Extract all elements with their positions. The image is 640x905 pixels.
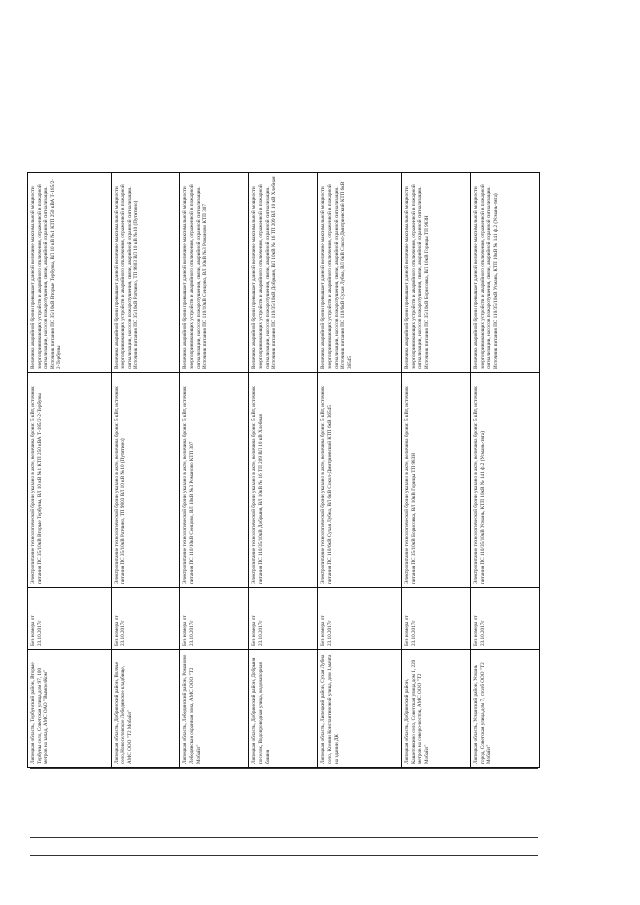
table-row	[318, 173, 402, 768]
cell-note: Величина аварийной брони превышает данной величине максимальной мощности энергопринимающих устройств и аварийного отключения, отраженной в пожарной сигнализации, насосов пожаротушения, связи, аварийной охранной сигнализации. Источник питания ПС 110/35/10кВ Добрыня, ВЛ 10кВ № 16 ТП 209 ВЛ 10 кВ Хлебная	[249, 173, 318, 373]
page-rule-upper	[30, 837, 538, 838]
cell-number: Без номера от 23.10.2017г	[470, 588, 539, 650]
cell-address: Липецкая область, Тербунский район, Вторые Тербуны село, Советская улица,дом 97, 100 метров на запад, АМС ОАО "ВымпелКом"	[28, 650, 112, 768]
cell-note: Величина аварийной брони превышает данной величине максимальной мощности энергопринимающих устройств и аварийного отключения, отраженной в пожарной сигнализации, насосов пожаротушения, связи, аварийной охранной сигнализации. Источник питания ПС 110/35/10кВ Усмань, КТП 10кВ № 141 ф.2 (Усмань-тяга)	[470, 173, 539, 373]
cell-note: Величина аварийной брони превышает данной величине максимальной мощности энергопринимающих устройств и аварийного отключения, отраженной в пожарной сигнализации, насосов пожаротушения, связи, аварийной охранной сигнализации. Источник питания ПС 35/10кВ Ратчино, ТП 9803 ВЛ 10 кВ №10 (Путятино)	[111, 173, 180, 373]
page-rule-lower	[30, 855, 538, 856]
cell-address: Липецкая область, Усманский район, Усмань город, Советская улица,дом 7, столб ООО "Т2 Мобайл"	[470, 650, 539, 768]
cell-reserve-data: Электропитание технологической брони указано в акте, величина брони: 5 кВт, источник питания ПС 110/10кВ Сенцово, ВЛ 10кВ №3 Романово КТП 307	[180, 373, 249, 588]
table-body	[28, 173, 540, 768]
cell-address: Липецкая область, Липецкий район, Сухая Лубна село, Ксении Константиновой улица, дом 1,мачта на здании ДК	[318, 650, 402, 768]
power-reserve-table	[27, 172, 540, 768]
cell-reserve-data: Электропитание технологической брони указано в акте, величина брони: 5 кВт, источник питания ПС 110/35/10кВ Добрыня, ВЛ 10кВ № 16 ТП 209 ВЛ 10 кВ Хлебная	[249, 373, 318, 588]
table-row	[111, 173, 180, 768]
cell-reserve-data: Электропитание технологической брони указано в акте, величина брони: 5 кВт, источник питания ПС 35/10кВ Ратчино, ТП 9803 ВЛ 10 кВ №10 (Путятино)	[111, 373, 180, 588]
cell-number: Без номера от 23.10.2017г	[401, 588, 470, 650]
cell-note: Величина аварийной брони превышает данной величине максимальной мощности энергопринимающих устройств и аварийного отключения, отраженной в пожарной сигнализации, насосов пожаротушения, связи, аварийной охранной сигнализации. Источник питания ПС 35/10кВ Вторые Тербуны, ВЛ 10 кВ №1 КТП 250 кВА Т-185/2-2-Тербуны	[28, 173, 112, 373]
cell-reserve-data: Электропитание технологической брони указано в акте, величина брони: 5 кВт, источник питания ПС 110/35/10кВ Усмань, КТП 10кВ № 141 ф.2 (Усмань-тяга)	[470, 373, 539, 588]
cell-number: Без номера от 23.10.2017г	[249, 588, 318, 650]
rotated-table-container	[27, 173, 540, 768]
cell-address: Липецкая область, Добринский район, Волчье село,Новоселовское Лебедянское кладбище, АМС ООО "Т2 Мобайл"	[111, 650, 180, 768]
cell-reserve-data: Электропитание технологической брони указано в акте, величина брони: 5 кВт, источник питания ПС 35/10кВ Вторые Тербуны, ВЛ 10 кВ №1 КТП 250 кВА Т-185/2-2-Тербуны	[28, 373, 112, 588]
cell-note: Величина аварийной брони превышает данной величине максимальной мощности энергопринимающих устройств и аварийного отключения, отраженной в пожарной сигнализации, насосов пожаротушения, связи, аварийной охранной сигнализации. Источник питания ПС 35/10кВ Борисовка, ВЛ 10кВ Горицы ТП 983Н	[401, 173, 470, 373]
cell-note: Величина аварийной брони превышает данной величине максимальной мощности энергопринимающих устройств и аварийного отключения, отраженной в пожарной сигнализации, насосов пожаротушения, связи, аварийной охранной сигнализации. Источник питания ПС 110/10кВ Сенцово, ВЛ 10кВ №3 Романово КТП 307	[180, 173, 249, 373]
cell-reserve-data: Электропитание технологической брони указано в акте, величина брони: 5 кВт, источник питания ПС 110/6кВ Сухая Лубна, ВЛ 6кВ Сокол-Дмитриевский КТП 6кВ 36545	[318, 373, 402, 588]
table-row	[249, 173, 318, 768]
cell-note: Величина аварийной брони превышает данной величине максимальной мощности энергопринимающих устройств и аварийного отключения, отраженной в пожарной сигнализации, насосов пожаротушения, связи, аварийной охранной сигнализации. Источник питания ПС 110/6кВ Сухая Лубна, ВЛ 6кВ Сокол-Дмитриевский КТП 6кВ 36545	[318, 173, 402, 373]
table-row	[401, 173, 470, 768]
cell-number: Без номера от 23.10.2017г	[318, 588, 402, 650]
cell-address: Липецкая область, Лебединский район, Романово Лебедянская охранная зона, АМС ООО "Т2 Мобайл"	[180, 650, 249, 768]
cell-address: Липецкая область, Добринский район, Кашетовкино село, Советская улица,дом 1, 220 метров на северо-восток, АМС ООО "Т2 Мобайл"	[401, 650, 470, 768]
table-row	[180, 173, 249, 768]
cell-number: Без номера от 23.10.2017г	[180, 588, 249, 650]
table-row	[28, 173, 112, 768]
table-bottom-rule	[30, 768, 538, 769]
table-row	[470, 173, 539, 768]
cell-address: Липецкая область, Добринский район, Добрыня поселок, Водопроводная улица, водонапорная башня	[249, 650, 318, 768]
cell-number: Без номера от 23.10.2017г	[111, 588, 180, 650]
cell-reserve-data: Электропитание технологической брони указано в акте, величина брони: 5 кВт, источник питания ПС 35/10кВ Борисовка, ВЛ 10кВ Горицы ТП 983Н	[401, 373, 470, 588]
cell-number: Без номера от 23.10.2017г	[28, 588, 112, 650]
